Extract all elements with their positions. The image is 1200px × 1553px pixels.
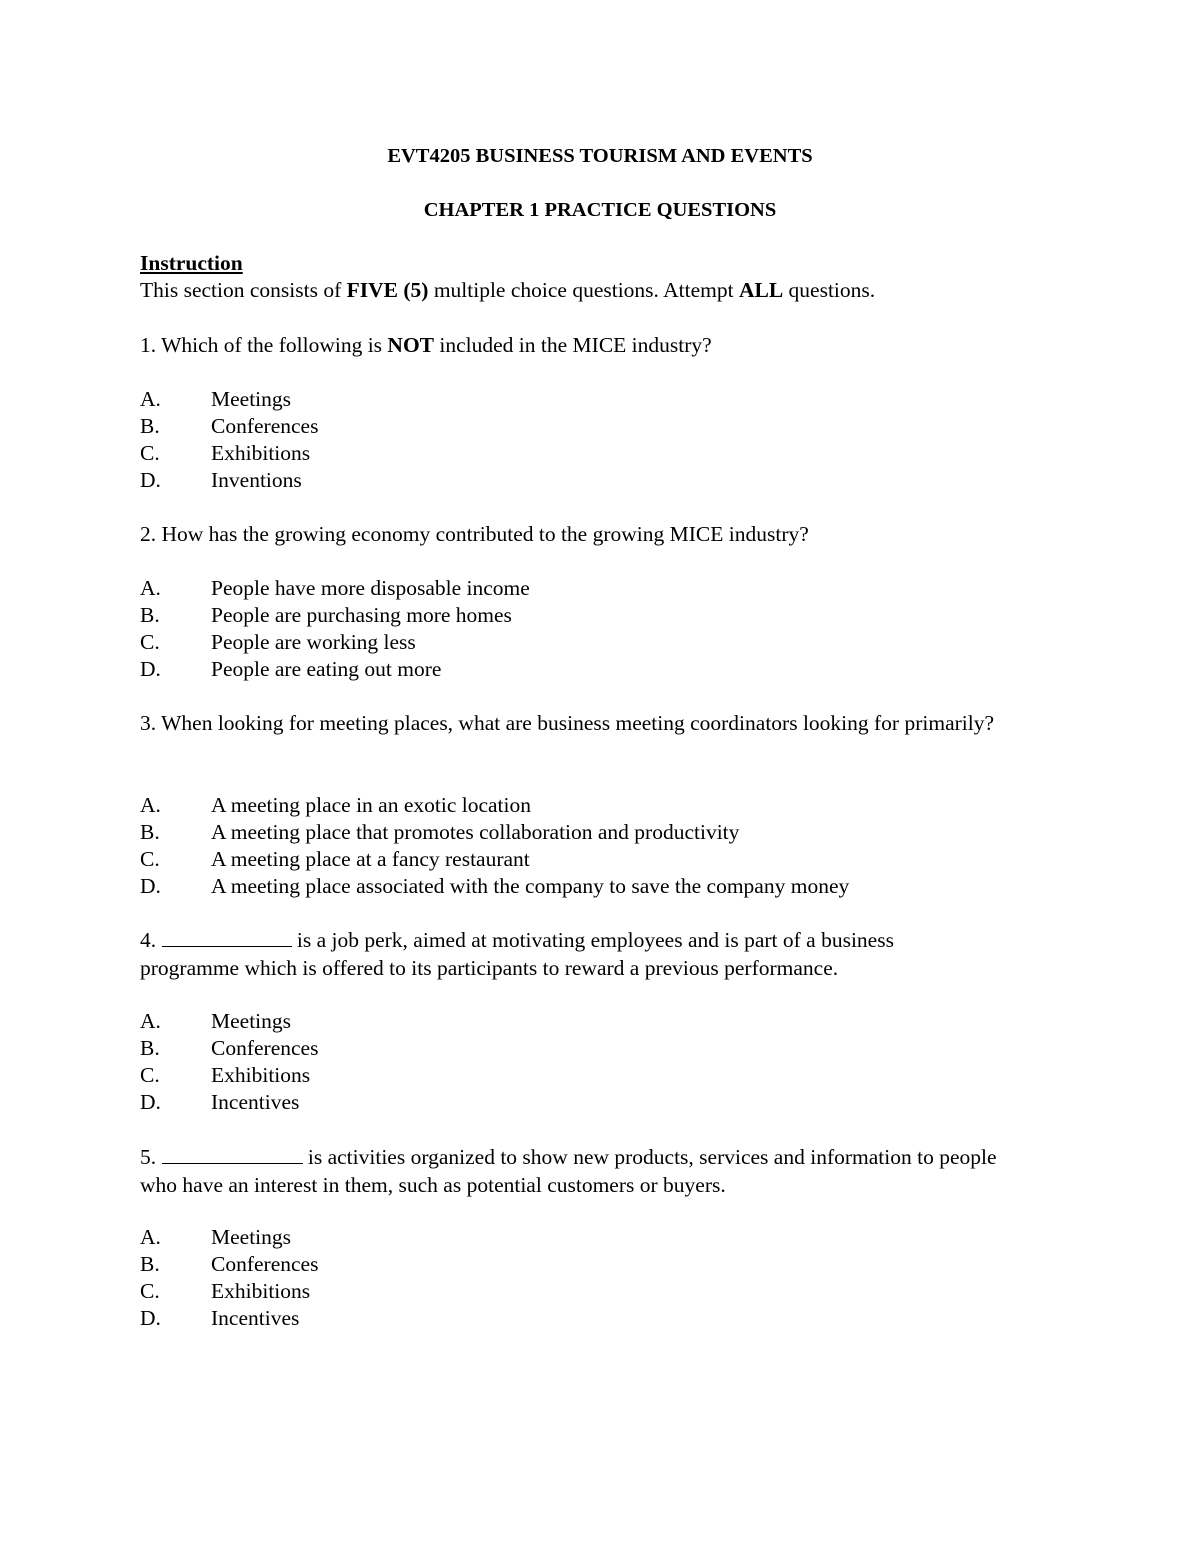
option-c[interactable] bbox=[140, 846, 849, 873]
option-text: Meetings bbox=[211, 1225, 292, 1249]
option-letter: C. bbox=[140, 630, 160, 655]
question-4-options bbox=[140, 1008, 318, 1116]
option-text: People are eating out more bbox=[211, 657, 442, 682]
option-c[interactable] bbox=[140, 629, 530, 656]
option-text: A meeting place at a fancy restaurant bbox=[211, 847, 530, 872]
question-text bbox=[140, 926, 980, 982]
question-text-part: 1. Which of the following is bbox=[140, 333, 388, 357]
option-d[interactable] bbox=[140, 1305, 318, 1332]
question-text-part: included in the MICE industry? bbox=[434, 333, 712, 357]
option-text: A meeting place in an exotic location bbox=[211, 793, 532, 817]
option-text: Exhibitions bbox=[211, 441, 311, 466]
option-text: Conferences bbox=[211, 414, 319, 439]
option-text: Incentives bbox=[211, 1090, 300, 1115]
option-text: A meeting place associated with the company to save the company money bbox=[211, 874, 850, 899]
option-text: Incentives bbox=[211, 1306, 300, 1331]
answer-blank[interactable] bbox=[162, 926, 292, 947]
option-a[interactable] bbox=[140, 1008, 318, 1035]
option-a[interactable] bbox=[140, 575, 530, 602]
option-b[interactable] bbox=[140, 413, 318, 440]
option-text: People are working less bbox=[211, 630, 416, 655]
instruction-count: FIVE (5) bbox=[346, 278, 429, 302]
option-letter: A. bbox=[140, 1225, 161, 1249]
question-2-options bbox=[140, 575, 530, 683]
option-b[interactable] bbox=[140, 602, 530, 629]
question-text: 3. When looking for meeting places, what are business meeting coordinators looking for primarily? bbox=[140, 711, 995, 735]
option-letter: C. bbox=[140, 441, 160, 466]
option-c[interactable] bbox=[140, 1278, 318, 1305]
instruction-heading: Instruction bbox=[140, 251, 243, 275]
option-text: Conferences bbox=[211, 1036, 319, 1061]
option-letter: D. bbox=[140, 468, 161, 493]
question-1-options bbox=[140, 386, 318, 494]
option-letter: D. bbox=[140, 657, 161, 682]
option-text: A meeting place that promotes collaboration and productivity bbox=[211, 820, 740, 845]
option-letter: D. bbox=[140, 874, 161, 899]
option-letter: B. bbox=[140, 414, 160, 439]
option-b[interactable] bbox=[140, 1251, 318, 1278]
option-text: Exhibitions bbox=[211, 1063, 311, 1088]
instruction-section bbox=[140, 250, 875, 304]
option-letter: C. bbox=[140, 1279, 160, 1304]
question-3-options bbox=[140, 792, 849, 900]
option-a[interactable] bbox=[140, 386, 318, 413]
question-1 bbox=[140, 332, 1040, 360]
answer-blank[interactable] bbox=[162, 1143, 303, 1164]
instruction-text-part: This section consists of bbox=[140, 278, 347, 302]
option-a[interactable] bbox=[140, 1224, 318, 1251]
option-letter: D. bbox=[140, 1090, 161, 1115]
question-text-part: is activities organized to show new products, services and information to people who have an interest in them, such as potential customers or buyers. bbox=[140, 1145, 997, 1197]
option-letter: B. bbox=[140, 603, 160, 628]
option-d[interactable] bbox=[140, 873, 849, 900]
option-text: People have more disposable income bbox=[211, 576, 530, 600]
question-text-part: is a job perk, aimed at motivating employees and is part of a business programme which is offered to its participants to reward a previous performance. bbox=[140, 928, 894, 980]
option-letter: A. bbox=[140, 793, 161, 817]
question-number: 5. bbox=[140, 1145, 157, 1169]
option-text: Meetings bbox=[211, 387, 292, 411]
question-4 bbox=[140, 926, 980, 982]
question-text: 2. How has the growing economy contributed to the growing MICE industry? bbox=[140, 522, 809, 546]
option-letter: D. bbox=[140, 1306, 161, 1331]
option-letter: C. bbox=[140, 1063, 160, 1088]
option-d[interactable] bbox=[140, 1089, 318, 1116]
question-3 bbox=[140, 710, 1010, 738]
question-text bbox=[140, 1143, 1020, 1199]
option-letter: A. bbox=[140, 576, 161, 600]
instruction-text-part: multiple choice questions. Attempt bbox=[428, 278, 739, 302]
question-emphasis: NOT bbox=[387, 333, 435, 357]
option-text: Conferences bbox=[211, 1252, 319, 1277]
chapter-title: CHAPTER 1 PRACTICE QUESTIONS bbox=[423, 199, 777, 221]
question-number: 4. bbox=[140, 928, 157, 952]
question-5-options bbox=[140, 1224, 318, 1332]
instruction-text-part: questions. bbox=[783, 278, 876, 302]
course-title: EVT4205 BUSINESS TOURISM AND EVENTS bbox=[387, 145, 813, 167]
option-a[interactable] bbox=[140, 792, 849, 819]
option-text: People are purchasing more homes bbox=[211, 603, 512, 628]
option-c[interactable] bbox=[140, 440, 318, 467]
option-letter: B. bbox=[140, 1036, 160, 1061]
option-text: Inventions bbox=[211, 468, 302, 493]
option-letter: C. bbox=[140, 847, 160, 872]
option-letter: A. bbox=[140, 387, 161, 411]
option-text: Meetings bbox=[211, 1009, 292, 1033]
option-letter: B. bbox=[140, 1252, 160, 1277]
option-letter: A. bbox=[140, 1009, 161, 1033]
option-d[interactable] bbox=[140, 467, 318, 494]
instruction-text bbox=[140, 278, 875, 302]
option-b[interactable] bbox=[140, 819, 849, 846]
question-text bbox=[140, 332, 1040, 360]
question-5 bbox=[140, 1143, 1020, 1199]
option-text: Exhibitions bbox=[211, 1279, 311, 1304]
option-d[interactable] bbox=[140, 656, 530, 683]
option-c[interactable] bbox=[140, 1062, 318, 1089]
option-b[interactable] bbox=[140, 1035, 318, 1062]
option-letter: B. bbox=[140, 820, 160, 845]
instruction-all: ALL bbox=[738, 278, 784, 302]
question-2 bbox=[140, 521, 1040, 549]
